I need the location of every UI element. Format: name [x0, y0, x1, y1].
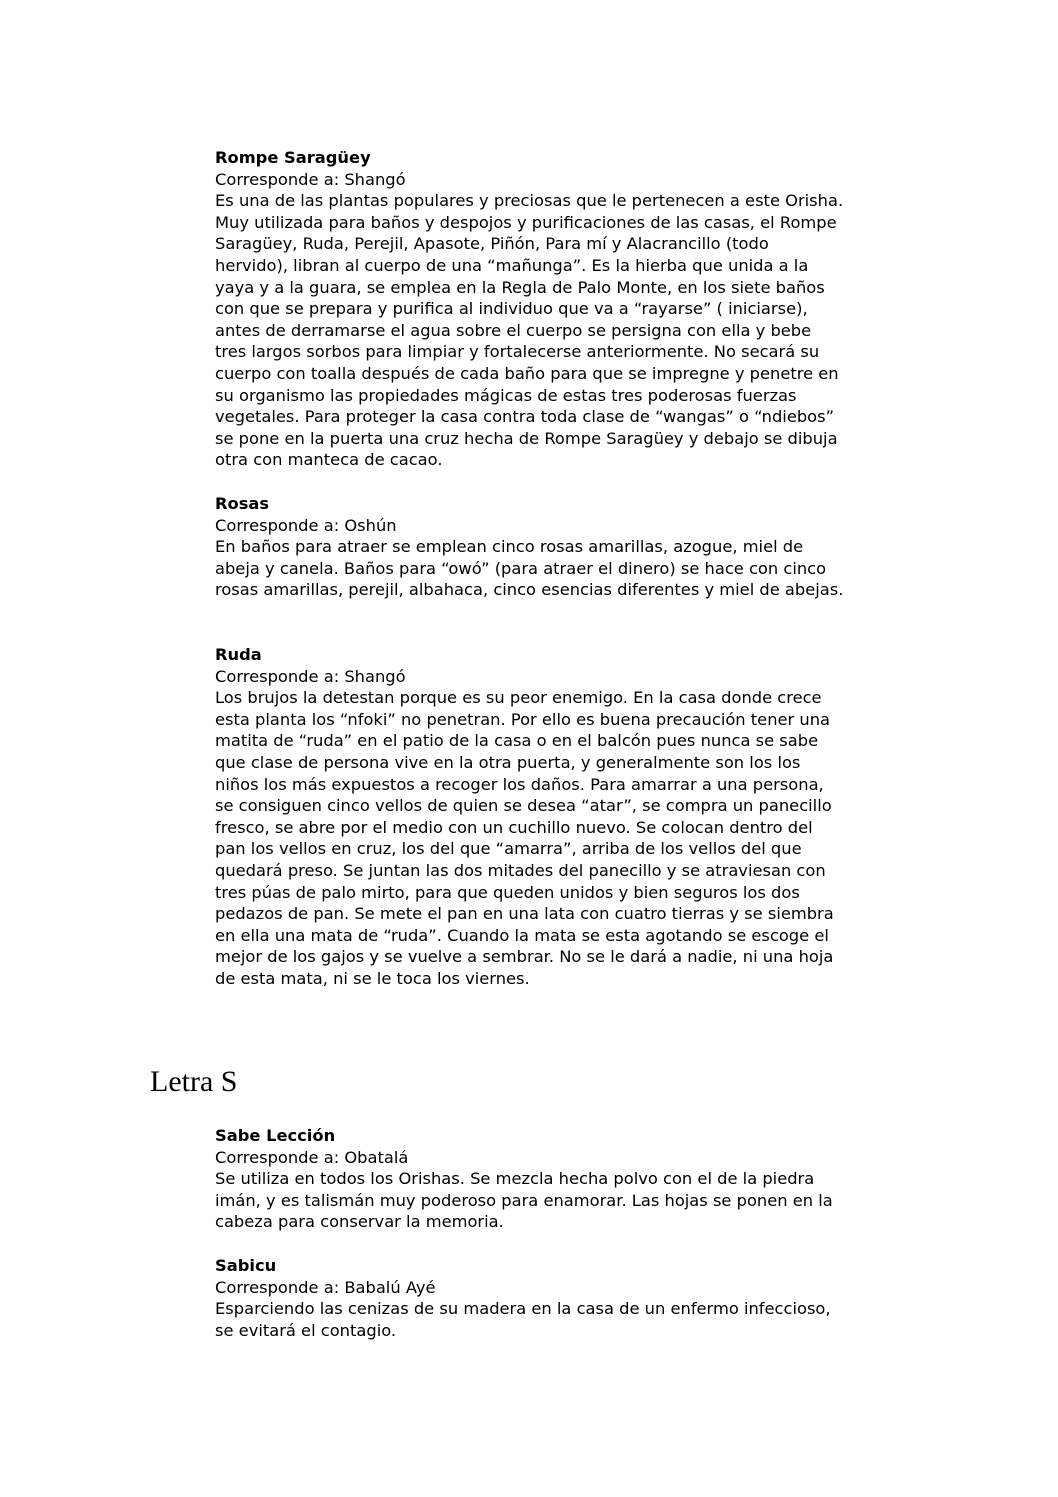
- entry-description: En baños para atraer se emplean cinco rosas amarillas, azogue, miel de abeja y canela. Baños para “owó” (para atraer el dinero) se hace con cinco rosas amarillas, perejil, albahaca, cinco esencias diferentes y miel de abejas.: [215, 537, 844, 600]
- entry-rompe-saraguey: [215, 147, 915, 471]
- entry-description: Se utiliza en todos los Orishas. Se mezcla hecha polvo con el de la piedra imán, y es talismán muy poderoso para enamorar. Las hojas se ponen en la cabeza para conservar la memoria.: [215, 1169, 833, 1232]
- entry-ruda: [215, 644, 915, 990]
- entry-name: Sabicu: [215, 1256, 277, 1275]
- entry-corresponde: Corresponde a: Babalú Ayé: [215, 1277, 436, 1297]
- entry-sabicu: [215, 1255, 915, 1341]
- entry-sabe-leccion: [215, 1125, 915, 1233]
- entry-corresponde: Corresponde a: Shangó: [215, 169, 406, 189]
- entry-corresponde: Corresponde a: Obatalá: [215, 1147, 409, 1167]
- entry-name: Sabe Lección: [215, 1126, 336, 1145]
- entry-description: Es una de las plantas populares y preciosas que le pertenecen a este Orisha. Muy utilizada para baños y despojos y purificaciones de las casas, el Rompe Saragüey, Ruda, Perejil, Apasote, Piñón, Para mí y Alacrancillo (todo hervido), libran al cuerpo de una “mañunga”. Es la hierba que unida a la yaya y a la guara, se emplea en la Regla de Palo Monte, en los siete baños con que se prepara y purifica al individuo que va a “rayarse” ( iniciarse), antes de derramarse el agua sobre el cuerpo se persigna con ella y bebe tres largos sorbos para limpiar y fortalecerse anteriormente. No secará su cuerpo con toalla después de cada baño para que se impregne y penetre en su organismo las propiedades mágicas de estas tres poderosas fuerzas vegetales. Para proteger la casa contra toda clase de “wangas” o “ndiebos” se pone en la puerta una cruz hecha de Rompe Saragüey y debajo se dibuja otra con manteca de cacao.: [215, 191, 844, 470]
- section-heading-letra-s: Letra S: [150, 1065, 238, 1098]
- entry-corresponde: Corresponde a: Oshún: [215, 515, 397, 535]
- entry-description: Los brujos la detestan porque es su peor enemigo. En la casa donde crece esta planta los “nfoki” no penetran. Por ello es buena precaución tener una matita de “ruda” en el patio de la casa o en el balcón pues nunca se sabe que clase de persona vive en la otra puerta, y generalmente son los los niños los más expuestos a recoger los daños. Para amarrar a una persona, se consiguen cinco vellos de quien se desea “atar”, se compra un panecillo fresco, se abre por el medio con un cuchillo nuevo. Se colocan dentro del pan los vellos en cruz, los del que “amarra”, arriba de los vellos del que quedará preso. Se juntan las dos mitades del panecillo y se atraviesan con tres púas de palo mirto, para que queden unidos y bien seguros los dos pedazos de pan. Se mete el pan en una lata con cuatro tierras y se siembra en ella una mata de “ruda”. Cuando la mata se esta agotando se escoge el mejor de los gajos y se vuelve a sembrar. No se le dará a nadie, ni una hoja de esta mata, ni se le toca los viernes.: [215, 688, 834, 988]
- entry-corresponde: Corresponde a: Shangó: [215, 666, 406, 686]
- entry-name: Ruda: [215, 645, 262, 664]
- entry-rosas: [215, 493, 915, 601]
- entry-name: Rosas: [215, 494, 270, 513]
- entry-description: Esparciendo las cenizas de su madera en la casa de un enfermo infeccioso, se evitará el contagio.: [215, 1299, 831, 1340]
- entry-name: Rompe Saragüey: [215, 148, 371, 167]
